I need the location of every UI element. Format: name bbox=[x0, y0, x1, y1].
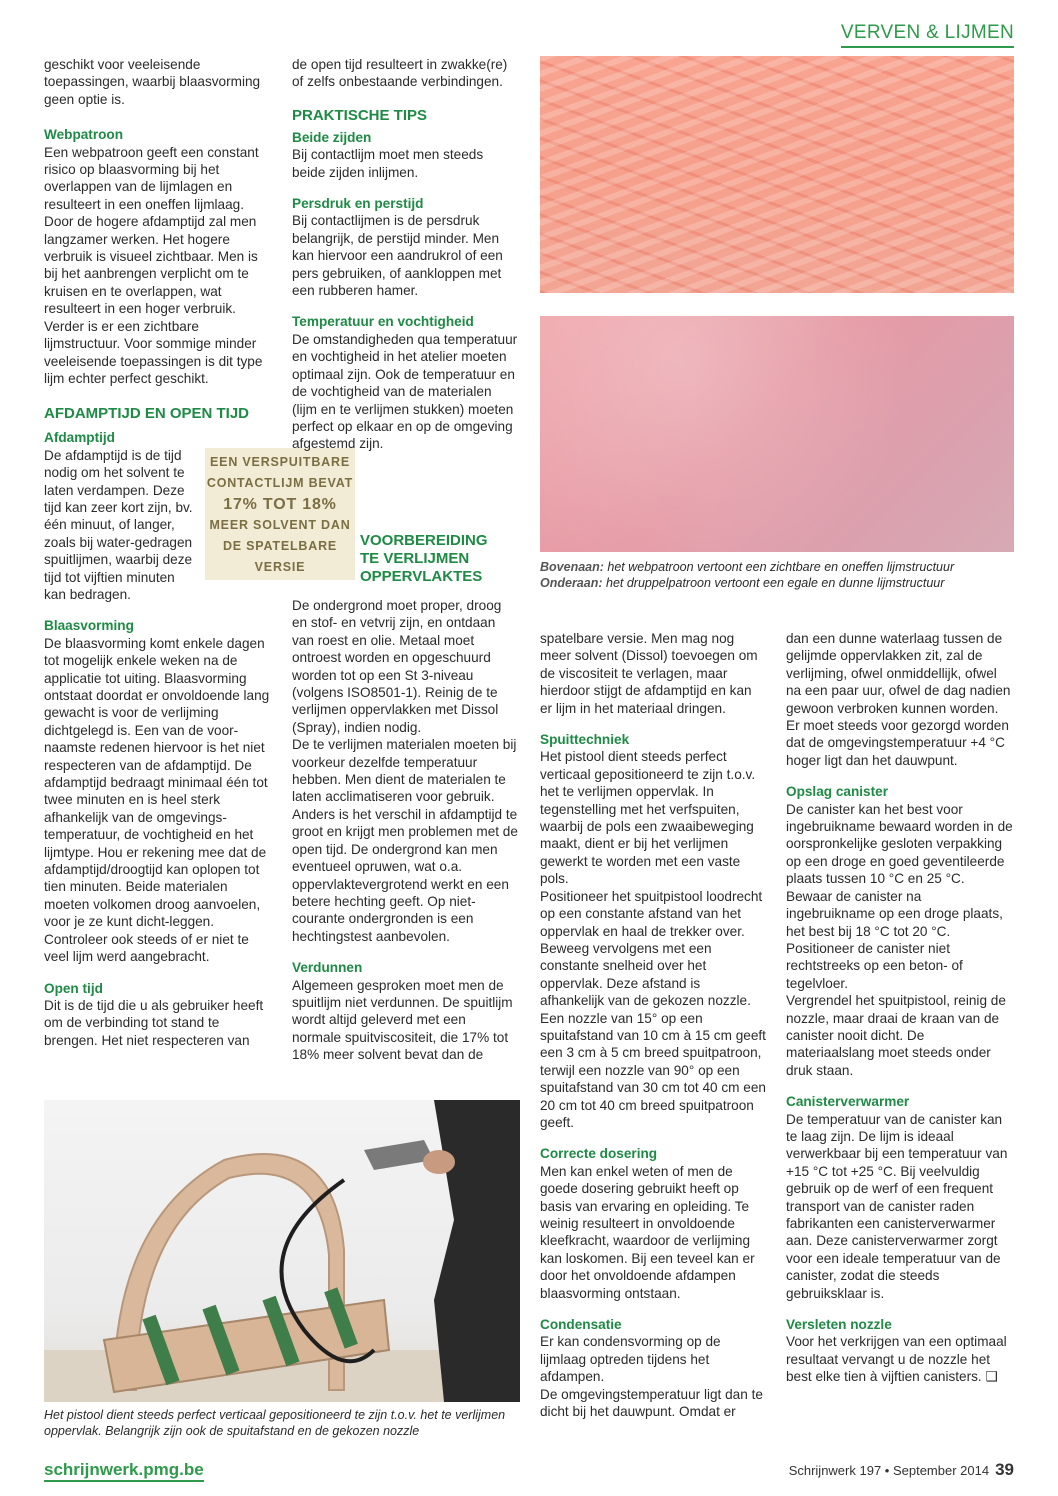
spray-gun bbox=[364, 1140, 434, 1170]
footer-website-link[interactable]: schrijnwerk.pmg.be bbox=[44, 1460, 204, 1482]
photo-web-pattern bbox=[540, 56, 1014, 293]
subheading-verdunnen: Verdunnen bbox=[292, 960, 363, 976]
column-2-heading bbox=[360, 532, 500, 586]
pull-quote-line: CONTACTLIJM BEVAT bbox=[206, 476, 354, 490]
paragraph: Vergrendel het spuitpistool, reinig de nozzle, maar draai de kraan van de canister nooit dicht. De materiaalslang moet steeds onder druk staan. bbox=[786, 993, 1006, 1078]
subheading-opslag: Opslag canister bbox=[786, 784, 888, 800]
pull-quote-line: 17% TOT 18% bbox=[223, 496, 337, 513]
column-2-lower bbox=[292, 597, 518, 1064]
column-4 bbox=[786, 630, 1014, 1386]
paragraph: Er kan condensvorming op de lijmlaag optreden tijdens het afdampen. bbox=[540, 1334, 721, 1385]
photo-caption bbox=[540, 559, 1014, 591]
subheading-temperatuur: Temperatuur en vochtigheid bbox=[292, 314, 474, 330]
pull-quote bbox=[205, 448, 355, 580]
issue-info: Schrijnwerk 197 • September 2014 bbox=[788, 1463, 990, 1478]
section-heading-praktische-tips: PRAKTISCHE TIPS bbox=[292, 106, 428, 124]
paragraph: Bij contactlijmen is de persdruk belangrijk, de perstijd minder. Men kan hiervoor een aandrukrol of een pers gebruiken, of aankloppen met een rubberen hamer. bbox=[292, 213, 503, 299]
subheading-canisterverwarmer: Canisterverwarmer bbox=[786, 1094, 910, 1110]
pull-quote-line: DE SPATELBARE bbox=[222, 539, 338, 553]
section-heading-afdamptijd: AFDAMPTIJD EN OPEN TIJD bbox=[44, 405, 250, 423]
end-mark-icon: ❑ bbox=[985, 1369, 998, 1385]
pull-quote-line: EEN VERSPUITBARE bbox=[210, 455, 350, 469]
paragraph: De ondergrond moet proper, droog en stof- en vetvrij zijn, en ontdaan van roest en olie. Metaal moet ontroest worden en opgeschuurd worden tot op een St 3-niveau (volgens ISO8501-1). Reinig de te verlijmen oppervlakken met Dissol (Spray), indien nodig. bbox=[292, 598, 502, 735]
paragraph: dan een dunne waterlaag tussen de gelijmde oppervlakken zit, zal de verlijming, ofwel onmiddellijk, ofwel na een paar uur, ofwel de dag nadien gewoon verbroken kunnen worden. Er moet steeds voor gezorgd worden dat de omgevingstemperatuur +4 °C hoger ligt dan het dauwpunt. bbox=[786, 631, 1011, 768]
paragraph: De te verlijmen materialen moeten bij voorkeur dezelfde temperatuur hebben. Men dient de materialen te laten acclimatiseren voor gebruik. Anders is het verschil in afdamptijd te groot en krijgt men problemen met de open tijd. De ondergrond kan men eventueel opruwen, wat o.a. oppervlaktevergrotend werkt en een betere hechting geeft. Op niet-courante ondergronden is een hechtingstest aanbevolen. bbox=[292, 737, 518, 944]
footer-issue bbox=[789, 1460, 1014, 1481]
caption-label: Bovenaan: bbox=[540, 560, 604, 574]
section-heading-voorbereiding: VOORBEREIDING TE VERLIJMEN OPPERVLAKTES bbox=[360, 532, 488, 585]
photo-spray-work bbox=[44, 1100, 520, 1402]
caption-label: Onderaan: bbox=[540, 576, 603, 590]
subheading-dosering: Correcte dosering bbox=[540, 1146, 658, 1162]
paragraph: Bij contactlijm moet men steeds beide zijden inlijmen. bbox=[292, 147, 484, 180]
paragraph: Een webpatroon geeft een constant risico op blaasvorming bij het overlappen van de lijmlagen en resulteert in een oneffen lijmlaag. Door de hogere afdamptijd zal men langzamer werken. Het hogere verbruik is visueel zichtbaar. Men is bij het aanbrengen verplicht om te kruisen en te overlappen, wat resulteert in een hoger verbruik. Verder is er een zichtbare lijmstructuur. Voor sommige minder veeleisende toepassingen is dit type lijm echter perfect geschikt. bbox=[44, 144, 263, 386]
paragraph bbox=[786, 1333, 1014, 1385]
paragraph: De blaasvorming komt enkele dagen tot mogelijk enkele weken na de applicatie tot uiting. Blaasvorming ontstaat doordat er onvoldoende lang gewacht is voor de verlijming dichtgelegd is. Een van de voor-naamste redenen hiervoor is het niet respecteren van de afdamptijd. De afdamptijd bedraagt minimaal één tot twee minuten en is heel sterk afhankelijk van de omgevings-temperatuur, de vochtigheid en het lijmtype. Hou er rekening mee dat de afdamptijd/droogtijd kan oplopen tot tien minuten. Beide materialen moeten volkomen droog aanvoelen, voor je ze kunt dicht-leggen. Controleer ook steeds of er niet te veel lijm werd aangebracht. bbox=[44, 635, 270, 965]
paragraph: Algemeen gesproken moet men de spuitlijm niet verdunnen. De spuitlijm wordt altijd geleverd met een normale spuitviscositeit, die 17% tot 18% meer solvent bevat dan de bbox=[292, 977, 513, 1063]
paragraph: Het pistool dient steeds perfect verticaal gepositioneerd te zijn t.o.v. het te verlijmen oppervlak. In tegenstelling met het verfspuiten, waarbij de pols een zwaaibeweging maakt, dient er bij het verlijmen gewerkt te worden met een vaste pols. bbox=[540, 749, 756, 887]
photo-caption: Het pistool dient steeds perfect verticaal gepositioneerd te zijn t.o.v. het te verlijmen oppervlak. Belangrijk zijn ook de spuitafstand en de gekozen nozzle bbox=[44, 1408, 506, 1438]
paragraph: De omgevingstemperatuur ligt dan te dicht bij het dauwpunt. Omdat er bbox=[540, 1386, 763, 1420]
subheading-condensatie: Condensatie bbox=[540, 1317, 622, 1333]
paragraph: De canister kan het best voor ingebruikname bewaard worden in de oorspronkelijke gesloten verpakking op een droge en goed geventileerde plaats tussen 10 °C en 25 °C. Bewaar de canister na ingebruikname op een droge plaats, het best bij 18 °C tot 20 °C. Positioneer de canister niet rechtstreeks op een beton- of tegelvloer. bbox=[786, 801, 1013, 991]
paragraph: Positioneer het spuitpistool loodrecht op een constante afstand van het oppervlak en haal de trekker over. Beweeg vervolgens met een constante snelheid over het oppervlak. Deze afstand is afhankelijk van de gekozen nozzle. Een nozzle van 15° op een spuitafstand van 10 cm à 15 cm geeft een 3 cm à 5 cm breed spuitpatroon, terwijl een nozzle van 90° op een spuitafstand van 30 cm tot 40 cm een 20 cm tot 40 cm breed spuitpatroon geeft. bbox=[540, 888, 766, 1130]
paragraph: De afdamptijd is de tijd nodig om het solvent te laten verdampen. Deze tijd kan zeer kort zijn, bv. één minuut, of langer, zoals bij water-gedragen spuitlijmen, waarbij deze tijd tot vijftien minuten kan bedragen. bbox=[44, 447, 193, 602]
photo-illustration bbox=[44, 1100, 520, 1402]
paragraph: De omstandigheden qua temperatuur en vochtigheid in het atelier moeten optimaal zijn. Ook de temperatuur en de vochtigheid van de materialen (lijm en te verlijmen stukken) moeten perfect op elkaar en op de omgeving afgestemd zijn. bbox=[292, 331, 518, 452]
subheading-beide-zijden: Beide zijden bbox=[292, 129, 372, 145]
subheading-webpatroon: Webpatroon bbox=[44, 127, 124, 143]
column-2 bbox=[292, 56, 518, 453]
worker bbox=[434, 1100, 520, 1402]
pull-quote-line: MEER SOLVENT DAN bbox=[209, 518, 351, 532]
paragraph: spatelbare versie. Men mag nog meer solvent (Dissol) toevoegen om de viscositeit te verlagen, maar hierdoor stijgt de afdamptijd en kan er lijm in het materiaal dringen. bbox=[540, 631, 758, 716]
subheading-persdruk: Persdruk en perstijd bbox=[292, 196, 424, 212]
subheading-afdamptijd: Afdamptijd bbox=[44, 430, 115, 446]
paragraph-text: Voor het verkrijgen van een optimaal resultaat vervangt u de nozzle het best elke tien à vijftien canisters. bbox=[786, 1334, 1007, 1385]
pull-quote-line: VERSIE bbox=[254, 560, 306, 574]
photo-droplet-pattern bbox=[540, 316, 1014, 552]
caption-text: het webpatroon vertoont een zichtbare en oneffen lijmstructuur bbox=[603, 560, 955, 574]
subheading-spuittechniek: Spuittechniek bbox=[540, 732, 630, 748]
page-number: 39 bbox=[995, 1460, 1014, 1479]
subheading-open-tijd: Open tijd bbox=[44, 980, 103, 996]
paragraph: de open tijd resulteert in zwakke(re) of zelfs onbestaande verbindingen. bbox=[292, 57, 508, 90]
subheading-nozzle: Versleten nozzle bbox=[786, 1317, 892, 1333]
paragraph: Dit is de tijd die u als gebruiker heeft om de verbinding tot stand te brengen. Het niet respecteren van bbox=[44, 997, 264, 1048]
caption-text: het druppelpatroon vertoont een egale en dunne lijmstructuur bbox=[602, 576, 945, 590]
section-title: VERVEN & LIJMEN bbox=[841, 22, 1014, 48]
paragraph: De temperatuur van de canister kan te laag zijn. De lijm is ideaal verwerkbaar bij een temperatuur van +15 °C tot +25 °C. Bij veelvuldig gebruik op de werf of een frequent transport van de canister raden fabrikanten een canisterverwarmer aan. Deze canisterverwarmer zorgt voor een ideale temperatuur van de canister, zodat die steeds gebruiksklaar is. bbox=[786, 1111, 1008, 1301]
subheading-blaasvorming: Blaasvorming bbox=[44, 618, 134, 634]
column-3 bbox=[540, 630, 766, 1420]
hand bbox=[423, 1150, 455, 1174]
paragraph: geschikt voor veeleisende toepassingen, waarbij blaasvorming geen optie is. bbox=[44, 57, 261, 107]
paragraph: Men kan enkel weten of men de goede dosering gebruikt heeft op basis van ervaring en opleiding. Te weinig resulteert in onvoldoende kleefkracht, waardoor de verlijming kan loskomen. Bij een teveel kan er door het onvoldoende afdampen blaasvorming ontstaan. bbox=[540, 1163, 755, 1301]
